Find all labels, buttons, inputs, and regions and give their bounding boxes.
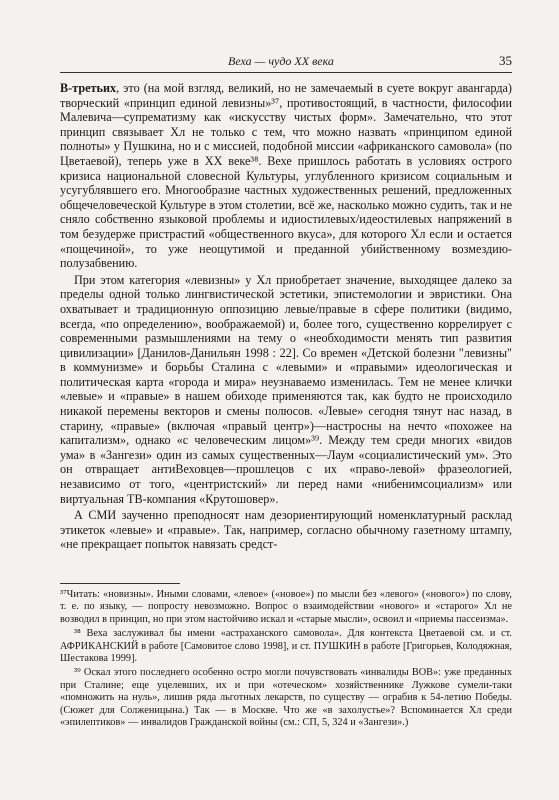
page-number: 35 bbox=[499, 53, 512, 68]
paragraph-lead: В-третьих bbox=[60, 81, 117, 95]
main-text bbox=[60, 81, 512, 554]
footnote-38: ³⁸ Веха заслуживал бы имени «астраханского самовола». Для контекста Цветаевой см. и ст. АФРИКАНСКИЙ в работе [Самовитое слово 1998], и ст. ПУШКИН в работе [Григорьев, Колодяжная, Шестакова 1999]. bbox=[60, 628, 512, 665]
paragraph-3: А СМИ заученно преподносят нам дезориентирующий номенклатурный расклад этикеток «левые» и «правые». Так, например, согласно обычному газетному штампу, «не прекращает попыток навязать средст- bbox=[60, 508, 512, 552]
paragraph-1 bbox=[60, 81, 512, 271]
running-head bbox=[60, 52, 512, 73]
paragraph-2: При этом категория «левизны» у Хл приобретает значение, выходящее далеко за пределы одной только лингвистической эстетики, эпистемологии и эвристики. Она охватывает и традиционную оппозицию левые/правые в сфере политики (видимо, всегда, «по определению», воображаемой) и, более того, существенно коррелирует с современными размышлениями на тему о «необходимости менять тип развития цивилизации» [Данилов-Данильян 1998 : 22]. Со времен «Детской болезни "левизны" в коммунизме» и борьбы Сталина с «левыми» и «правыми» идеологическая и политическая карта «города и мира» неузнаваемо изменилась. Тем не менее клички «левые» и «правые» в нашем обиходе применяются так, как будто не происходило никакой перемены векторов и смены полюсов. «Левые» сегодня тянут нас назад, в старину, «правые» (включая «правый центр»)—настросны на нечто «похожее на капитализм», однако «с человеческим лицом»³⁹. Между тем среди многих «видов ума» в «Зангези» один из самых существенных—Лаум «социалистический ум». Это он отвращает антиВеховцев—прошлецов с их «право-левой» фразеологией, независимо от того, «центристский» ли перед нами «нибенимсоциализм» или виртуальная ТВ-компания «Крутошовер». bbox=[60, 272, 512, 506]
footnote-39: ³⁹ Оскал этого последнего особенно остро могли почувствовать «инвалиды ВОВ»: уже преданных при Сталине; еще уцелевших, их и при «отеческом» хозяйственнике Лужкове сумели-таки «помножить на нуль», лишив ряда льготных лекарств, по существу — ограбив к 54-летию Победы. (Сюжет для Солженицына.) Так — в Москве. Что же «в захолустье»? Вспоминается Хл среди «эпилептиков» — инвалидов Гражданской войны (см.: СП, 5, 324 и «Зангези».) bbox=[60, 667, 512, 729]
footnotes bbox=[60, 589, 512, 731]
footnote-divider bbox=[60, 583, 180, 584]
footnote-37: ³⁷Читать: «новизны». Иными словами, «левое» («новое») по мысли без «левого» («нового») по слову, т. е. по языку, — попросту невозможно. Вопрос о взаимодействии «нового» и «старого» Хл не возводил в принцип, но при этом настойчиво искал и «старые мысли», освоил и «приемы пассеизма». bbox=[60, 589, 512, 625]
running-title: Веха — чудо ХХ века bbox=[228, 54, 334, 68]
paragraph-1-text: , это (на мой взгляд, великий, но не замечаемый в суете вокруг авангарда) творческий «принцип единой левизны»³⁷, противостоящий, в частности, философии Малевича—супрематизму как «искусству чистых форм». Замечательно, что этот принцип связывает Хл не только с тем, что можно назвать «принципом единой полноты» у Пушкина, но и с миссией, подобной миссии «африканского самовола» (по Цветаевой), теперь уже в ХХ веке³⁸. Вехе пришлось работать в условиях острого кризиса национальной словесной Культуры, углубленного кризисом социальным и усугублявшего его. Многообразие частных художественных решений, предложенных общечеловеческой Культуре в этом столетии, всё же, насколько можно судить, так и не сняло собственно языковой проблемы и идиостилевых/идеостилевых напряжений в том безудерже пристрастий «общественного вкуса», для которого Хл если и остается «пощечиной», то уже неощутимой и преданной убийственному возмездию-полузабвению. bbox=[60, 81, 512, 271]
